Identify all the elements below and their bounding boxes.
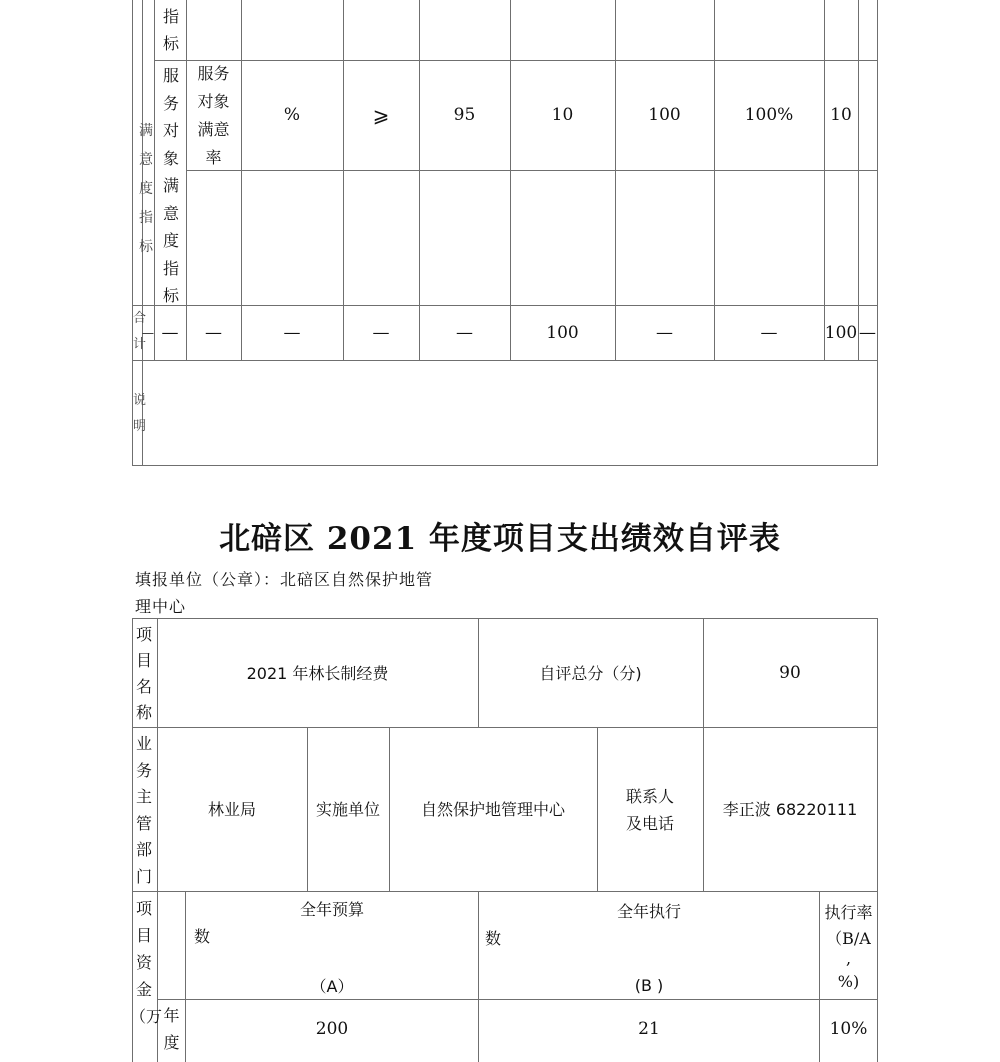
total-label-clipped: 合计 xyxy=(133,311,147,352)
department-value: 林业局 xyxy=(207,800,256,819)
annual-executed-value: 21 xyxy=(638,1018,660,1039)
actual-cell: 100 xyxy=(648,105,681,125)
completion-rate-cell: 100% xyxy=(744,105,794,125)
unit-cell: % xyxy=(283,105,301,125)
operator-cell: ⩾ xyxy=(372,103,390,127)
total-dash: — xyxy=(161,322,179,343)
execution-rate-header: 执行率 （B/A , %) xyxy=(824,903,873,991)
total-score: 100 xyxy=(824,322,858,343)
self-score-label: 自评总分（分) xyxy=(539,663,642,683)
annual-execution-rate-value: 10% xyxy=(829,1018,868,1039)
indicator-fragment: 指标 xyxy=(162,7,179,53)
total-dash: — xyxy=(456,322,473,343)
reporting-unit-line-1: 填报单位（公章）：北碚区自然保护地管 xyxy=(135,570,434,589)
annual-budget-value: 200 xyxy=(315,1018,349,1039)
target-cell: 95 xyxy=(453,105,476,125)
implementing-unit-label: 实施单位 xyxy=(315,800,380,819)
contact-label-line-2: 及电话 xyxy=(625,813,674,833)
implementing-unit-value: 自然保护地管理中心 xyxy=(420,800,565,819)
total-dash: — xyxy=(656,322,673,343)
note-label-clipped: 说明 xyxy=(133,393,147,434)
weight-cell: 10 xyxy=(551,105,574,125)
indicator-name: 服务对象满意率 xyxy=(197,63,230,167)
total-dash: — xyxy=(205,322,222,343)
total-dash: — xyxy=(372,322,390,343)
satisfaction-indicator-label-clipped: 满意度指标 xyxy=(139,123,153,255)
budget-header: 全年预算 数 （A） xyxy=(194,900,364,996)
project-name-value: 2021 年林长制经费 xyxy=(246,663,389,683)
total-dash: — xyxy=(859,322,876,343)
secondary-indicator-label: 服务对象满意度指标 xyxy=(162,66,179,305)
contact-label-line-1: 联系人 xyxy=(625,786,674,806)
reporting-unit-line-2: 理中心 xyxy=(135,597,187,616)
total-dash: — xyxy=(142,325,154,340)
executed-header: 全年执行 数 (B ) xyxy=(485,902,681,995)
project-funds-label: 项目资金（万 xyxy=(130,899,163,1026)
annual-label: 年度 xyxy=(163,1006,180,1052)
project-name-label: 项目名称 xyxy=(135,625,152,722)
contact-value: 李正波 68220111 xyxy=(722,800,858,819)
self-score-value: 90 xyxy=(779,662,801,683)
form-title: 北碚区 2021 年度项目支出绩效自评表 xyxy=(219,521,781,557)
contact-label xyxy=(597,728,703,891)
score-cell: 10 xyxy=(830,105,852,125)
total-dash: — xyxy=(760,322,778,343)
department-label: 业务主管部门 xyxy=(135,734,152,886)
total-dash: — xyxy=(283,322,301,343)
total-weight: 100 xyxy=(546,322,579,343)
